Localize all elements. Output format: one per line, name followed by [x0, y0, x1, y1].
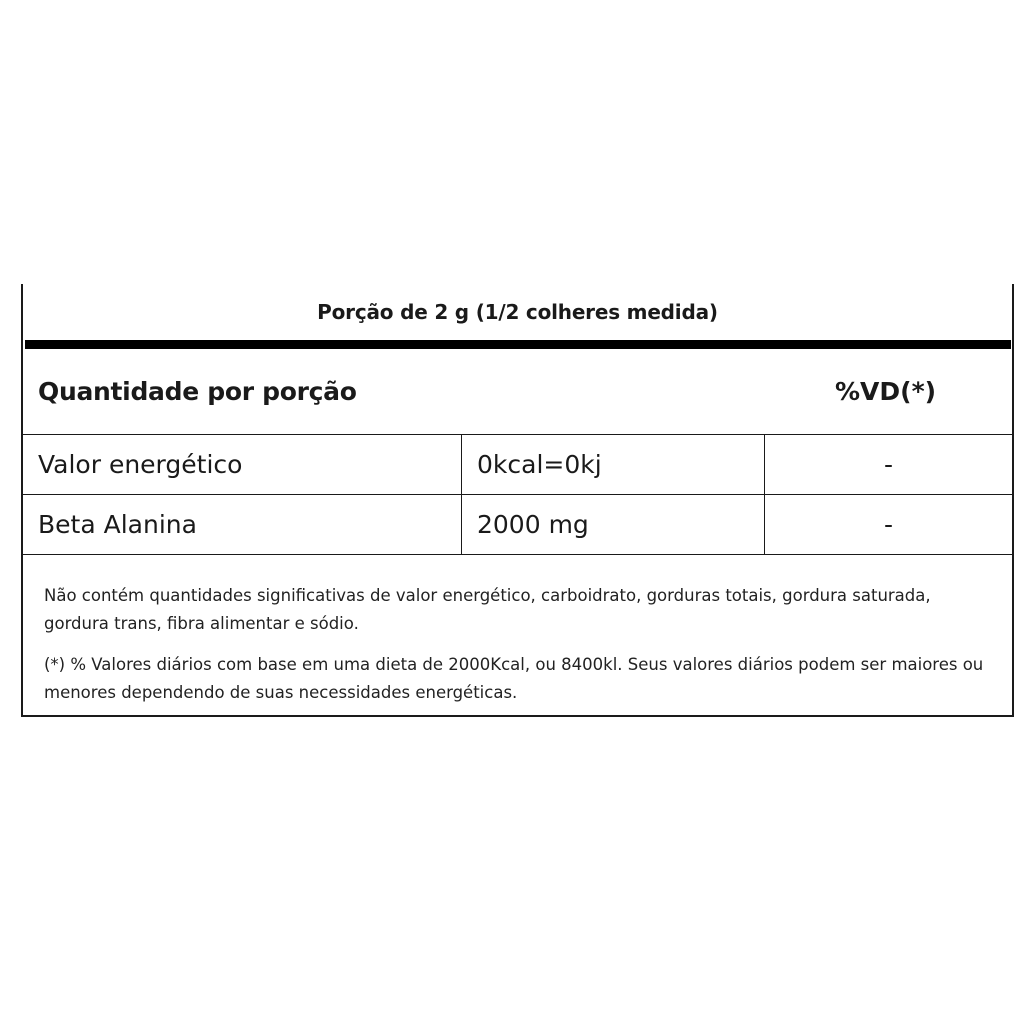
insignificant-nutrients-note: Não contém quantidades significativas de valor energético, carboidrato, gorduras totais, gordura saturada, gordura trans, fibra alimentar e sódio.: [44, 586, 931, 633]
footnotes: [44, 582, 994, 720]
nutrient-amount: 0kcal=0kj: [461, 435, 764, 494]
nutrient-name: Valor energético: [38, 450, 243, 479]
table-header-row: [23, 349, 1012, 435]
daily-values-footnote: (*) % Valores diários com base em uma dieta de 2000Kcal, ou 8400kl. Seus valores diários podem ser maiores ou menores dependendo de suas necessidades energéticas.: [44, 655, 984, 702]
table-row: [23, 495, 1012, 555]
table-row: [23, 435, 1012, 495]
nutrient-daily-value: -: [764, 495, 1012, 554]
daily-value-header: %VD(*): [835, 377, 937, 406]
quantity-per-serving-header: Quantidade por porção: [38, 377, 357, 406]
nutrition-facts-table: [21, 284, 1014, 717]
serving-size: Porção de 2 g (1/2 colheres medida): [317, 300, 718, 324]
nutrient-name: Beta Alanina: [38, 510, 197, 539]
nutrient-daily-value: -: [764, 435, 1012, 494]
nutrient-amount: 2000 mg: [461, 495, 764, 554]
thick-divider: [25, 340, 1011, 349]
